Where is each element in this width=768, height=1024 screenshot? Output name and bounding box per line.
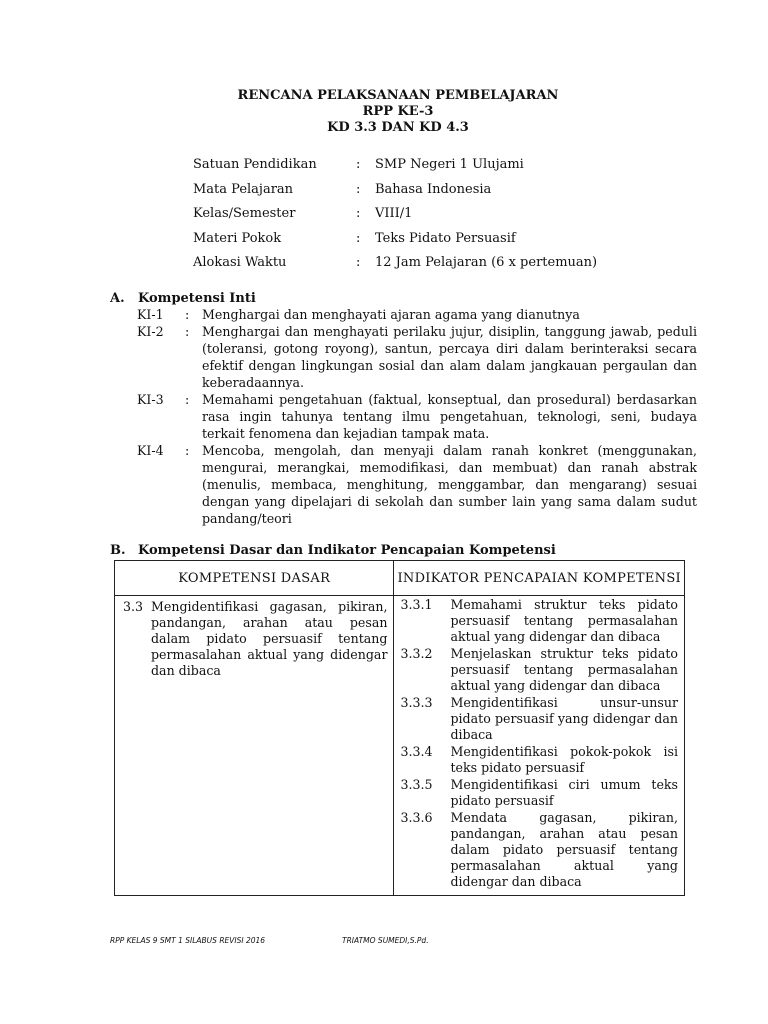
kd-number: 3.3 — [123, 599, 144, 614]
identity-value: Teks Pidato Persuasif — [375, 231, 516, 246]
section-title: Kompetensi Inti — [138, 291, 256, 306]
indicator-cell — [394, 596, 685, 896]
indicator-text: Mendata gagasan, pikiran, pandangan, arahan atau pesan dalam pidato persuasif tentang permasalahan aktual yang didengar dan dibaca — [450, 810, 678, 889]
ki-colon: : — [185, 443, 190, 458]
identity-label: Mata Pelajaran — [193, 182, 294, 197]
ki-colon: : — [185, 392, 190, 407]
section-title: Kompetensi Dasar dan Indikator Pencapaian Kompetensi — [138, 543, 556, 558]
identity-colon: : — [356, 157, 361, 172]
identity-colon: : — [356, 231, 361, 246]
ki-description: Menghargai dan menghayati ajaran agama yang dianutnya — [202, 307, 580, 322]
ki-code: KI-1 — [137, 307, 164, 322]
indicator-item — [400, 646, 678, 694]
indicator-number: 3.3.6 — [400, 810, 433, 825]
ki-description: Memahami pengetahuan (faktual, konseptual, dan prosedural) berdasarkan rasa ingin tahunya tentang ilmu pengetahuan, teknologi, seni, budaya terkait fenomena dan kejadian tampak mata. — [202, 392, 697, 441]
table-header-row — [115, 561, 685, 596]
indicator-number: 3.3.5 — [400, 777, 433, 792]
indicator-text: Menjelaskan struktur teks pidato persuasif tentang permasalahan aktual yang didengar dan dibaca — [450, 646, 678, 693]
identity-value: 12 Jam Pelajaran (6 x pertemuan) — [375, 255, 598, 270]
identity-colon: : — [356, 182, 361, 197]
indicator-number: 3.3.4 — [400, 744, 433, 759]
identity-label: Alokasi Waktu — [193, 255, 287, 270]
kd-text: Mengidentifikasi gagasan, pikiran, pandangan, arahan atau pesan dalam pidato persuasif tentang permasalahan aktual yang didengar dan dibaca — [151, 599, 388, 678]
section-letter: B. — [110, 543, 126, 558]
doc-title: RENCANA PELAKSANAAN PEMBELAJARAN — [237, 88, 559, 103]
indicator-text: Memahami struktur teks pidato persuasif tentang permasalahan aktual yang didengar dan dibaca — [450, 597, 678, 644]
indicator-number: 3.3.1 — [400, 597, 433, 612]
identity-value: Bahasa Indonesia — [375, 182, 492, 197]
table-row — [115, 596, 685, 896]
ki-description: Mencoba, mengolah, dan menyaji dalam ranah konkret (menggunakan, mengurai, merangkai, memodifikasi, dan membuat) dan ranah abstrak (menulis, membaca, menghitung, menggambar, dan mengarang) sesuai dengan yang dipelajari di sekolah dan sumber lain yang sama dalam sudut pandang/teori — [202, 443, 697, 526]
indicator-item — [400, 810, 678, 890]
section-letter: A. — [110, 291, 125, 306]
identity-colon: : — [356, 255, 361, 270]
identity-label: Kelas/Semester — [193, 206, 296, 221]
indicator-item — [400, 777, 678, 809]
col-header-indicator: INDIKATOR PENCAPAIAN KOMPETENSI — [394, 561, 685, 596]
ki-colon: : — [185, 324, 190, 339]
ki-code: KI-2 — [137, 324, 164, 339]
indicator-number: 3.3.3 — [400, 695, 433, 710]
indicator-item — [400, 744, 678, 776]
identity-value: SMP Negeri 1 Ulujami — [375, 157, 524, 172]
ki-code: KI-4 — [137, 443, 164, 458]
identity-colon: : — [356, 206, 361, 221]
kd-heading: KD 3.3 DAN KD 4.3 — [327, 120, 469, 135]
kd-cell — [115, 596, 394, 896]
ki-description: Menghargai dan menghayati perilaku jujur, disiplin, tanggung jawab, peduli (toleransi, gotong royong), santun, percaya diri dalam berinteraksi secara efektif dengan lingkungan sosial dan alam dalam jangkauan pergaulan dan keberadaannya. — [202, 324, 697, 390]
indicator-number: 3.3.2 — [400, 646, 433, 661]
indicator-text: Mengidentifikasi pokok-pokok isi teks pidato persuasif — [450, 744, 678, 775]
ki-code: KI-3 — [137, 392, 164, 407]
indicator-text: Mengidentifikasi ciri umum teks pidato persuasif — [450, 777, 678, 808]
indicator-item — [400, 597, 678, 645]
competency-table — [114, 560, 685, 896]
footer-author: TRIATMO SUMEDI,S.Pd. — [342, 936, 429, 945]
footer-left: RPP KELAS 9 SMT 1 SILABUS REVISI 2016 — [110, 936, 266, 945]
indicator-text: Mengidentifikasi unsur-unsur pidato persuasif yang didengar dan dibaca — [450, 695, 678, 742]
col-header-kd: KOMPETENSI DASAR — [115, 561, 394, 596]
indicator-item — [400, 695, 678, 743]
identity-label: Satuan Pendidikan — [193, 157, 317, 172]
identity-value: VIII/1 — [375, 206, 413, 221]
ki-colon: : — [185, 307, 190, 322]
identity-label: Materi Pokok — [193, 231, 282, 246]
kd-item — [123, 599, 387, 679]
rpp-number: RPP KE-3 — [362, 104, 434, 119]
